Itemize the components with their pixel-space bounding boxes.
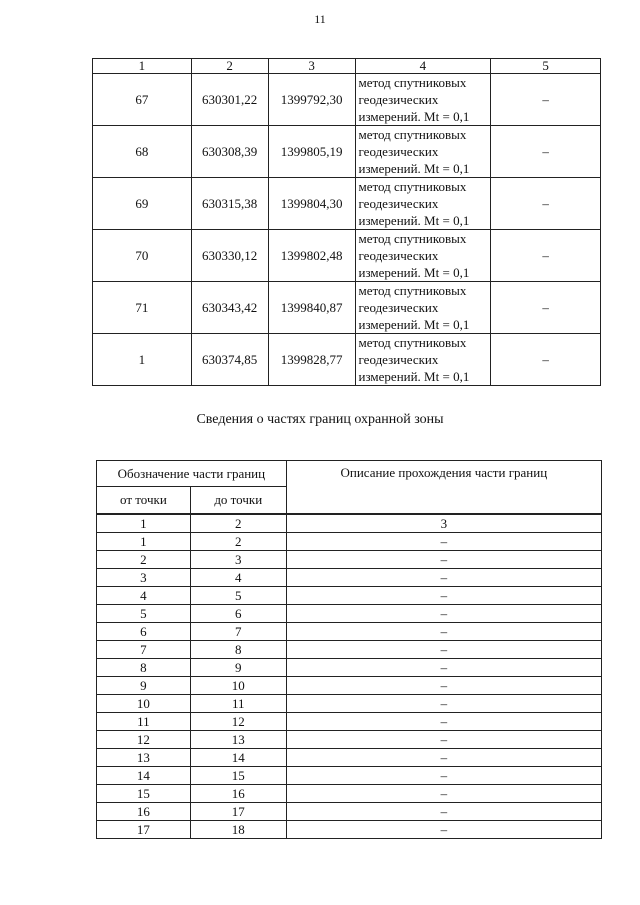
table-row [93, 74, 601, 126]
x-coordinate-cell: 630308,39 [191, 126, 268, 178]
table-row [97, 803, 602, 821]
from-point-cell: 6 [97, 623, 191, 641]
from-point-cell: 10 [97, 695, 191, 713]
method-line: геодезических [358, 352, 439, 367]
x-coordinate-cell: 630330,12 [191, 230, 268, 282]
point-cell: 67 [93, 74, 192, 126]
description-cell: – [286, 659, 601, 677]
col-number-2: 2 [190, 515, 286, 533]
method-cell [355, 126, 491, 178]
table-row [97, 605, 602, 623]
method-line: измерений. Mt = 0,1 [358, 317, 470, 332]
from-point-cell: 8 [97, 659, 191, 677]
to-point-cell: 11 [190, 695, 286, 713]
method-line: измерений. Mt = 0,1 [358, 265, 470, 280]
table-row [97, 767, 602, 785]
method-line: измерений. Mt = 0,1 [358, 369, 470, 384]
table-row [97, 677, 602, 695]
description-cell: – [286, 821, 601, 839]
table-row [97, 731, 602, 749]
header-to-point: до точки [190, 487, 286, 514]
note-cell: – [491, 74, 601, 126]
note-cell: – [491, 282, 601, 334]
description-cell: – [286, 767, 601, 785]
method-line: измерений. Mt = 0,1 [358, 109, 470, 124]
method-line: метод спутниковых [358, 231, 467, 246]
point-cell: 1 [93, 334, 192, 386]
col-number-2: 2 [191, 59, 268, 74]
to-point-cell: 10 [190, 677, 286, 695]
from-point-cell: 12 [97, 731, 191, 749]
method-cell [355, 178, 491, 230]
y-coordinate-cell: 1399802,48 [268, 230, 355, 282]
to-point-cell: 13 [190, 731, 286, 749]
from-point-cell: 7 [97, 641, 191, 659]
to-point-cell: 12 [190, 713, 286, 731]
description-cell: – [286, 569, 601, 587]
to-point-cell: 3 [190, 551, 286, 569]
parts-column-numbers-row [97, 515, 602, 533]
y-coordinate-cell: 1399804,30 [268, 178, 355, 230]
method-cell [355, 74, 491, 126]
from-point-cell: 4 [97, 587, 191, 605]
description-cell: – [286, 551, 601, 569]
section-title: Сведения о частях границ охранной зоны [196, 412, 444, 427]
from-point-cell: 13 [97, 749, 191, 767]
to-point-cell: 15 [190, 767, 286, 785]
method-line: геодезических [358, 300, 439, 315]
y-coordinate-cell: 1399792,30 [268, 74, 355, 126]
from-point-cell: 9 [97, 677, 191, 695]
to-point-cell: 9 [190, 659, 286, 677]
to-point-cell: 8 [190, 641, 286, 659]
to-point-cell: 16 [190, 785, 286, 803]
header-description: Описание прохождения части границ [286, 461, 601, 514]
note-cell: – [491, 126, 601, 178]
col-number-1: 1 [97, 515, 191, 533]
description-cell: – [286, 785, 601, 803]
y-coordinate-cell: 1399805,19 [268, 126, 355, 178]
to-point-cell: 4 [190, 569, 286, 587]
from-point-cell: 1 [97, 533, 191, 551]
method-line: измерений. Mt = 0,1 [358, 213, 470, 228]
method-line: геодезических [358, 92, 439, 107]
col-number-4: 4 [355, 59, 491, 74]
to-point-cell: 7 [190, 623, 286, 641]
description-cell: – [286, 695, 601, 713]
to-point-cell: 17 [190, 803, 286, 821]
header-from-point: от точки [97, 487, 191, 514]
table-row [97, 533, 602, 551]
point-cell: 70 [93, 230, 192, 282]
method-line: геодезических [358, 144, 439, 159]
point-cell: 71 [93, 282, 192, 334]
parts-header-row [97, 461, 602, 487]
point-cell: 68 [93, 126, 192, 178]
description-cell: – [286, 677, 601, 695]
header-boundary-designation: Обозначение части границ [97, 461, 287, 487]
description-cell: – [286, 641, 601, 659]
table-row [93, 178, 601, 230]
table-row [97, 623, 602, 641]
coordinates-header-row [93, 59, 601, 74]
table-row [97, 695, 602, 713]
method-line: метод спутниковых [358, 283, 467, 298]
description-cell: – [286, 533, 601, 551]
description-cell: – [286, 605, 601, 623]
description-cell: – [286, 623, 601, 641]
col-number-3: 3 [268, 59, 355, 74]
method-line: измерений. Mt = 0,1 [358, 161, 470, 176]
table-row [97, 713, 602, 731]
from-point-cell: 2 [97, 551, 191, 569]
to-point-cell: 5 [190, 587, 286, 605]
col-number-3: 3 [286, 515, 601, 533]
table-row [97, 821, 602, 839]
method-cell [355, 334, 491, 386]
col-number-1: 1 [93, 59, 192, 74]
method-line: метод спутниковых [358, 127, 467, 142]
table-row [97, 551, 602, 569]
table-row [93, 334, 601, 386]
x-coordinate-cell: 630315,38 [191, 178, 268, 230]
description-cell: – [286, 587, 601, 605]
method-line: метод спутниковых [358, 335, 467, 350]
table-row [93, 282, 601, 334]
y-coordinate-cell: 1399840,87 [268, 282, 355, 334]
to-point-cell: 6 [190, 605, 286, 623]
description-cell: – [286, 803, 601, 821]
to-point-cell: 14 [190, 749, 286, 767]
boundary-parts-table [96, 460, 602, 839]
coordinates-table [92, 58, 601, 386]
description-cell: – [286, 731, 601, 749]
col-number-5: 5 [491, 59, 601, 74]
from-point-cell: 5 [97, 605, 191, 623]
note-cell: – [491, 334, 601, 386]
x-coordinate-cell: 630374,85 [191, 334, 268, 386]
x-coordinate-cell: 630301,22 [191, 74, 268, 126]
y-coordinate-cell: 1399828,77 [268, 334, 355, 386]
x-coordinate-cell: 630343,42 [191, 282, 268, 334]
method-cell [355, 282, 491, 334]
method-line: геодезических [358, 248, 439, 263]
method-line: метод спутниковых [358, 179, 467, 194]
to-point-cell: 18 [190, 821, 286, 839]
note-cell: – [491, 230, 601, 282]
from-point-cell: 17 [97, 821, 191, 839]
table-row [97, 569, 602, 587]
table-row [93, 230, 601, 282]
table-row [97, 785, 602, 803]
from-point-cell: 16 [97, 803, 191, 821]
table-row [97, 749, 602, 767]
table-row [97, 587, 602, 605]
method-line: метод спутниковых [358, 75, 467, 90]
description-cell: – [286, 749, 601, 767]
page-number: 11 [314, 12, 326, 26]
point-cell: 69 [93, 178, 192, 230]
from-point-cell: 15 [97, 785, 191, 803]
from-point-cell: 14 [97, 767, 191, 785]
method-cell [355, 230, 491, 282]
table-row [93, 126, 601, 178]
table-row [97, 659, 602, 677]
to-point-cell: 2 [190, 533, 286, 551]
note-cell: – [491, 178, 601, 230]
table-row [97, 641, 602, 659]
method-line: геодезических [358, 196, 439, 211]
description-cell: – [286, 713, 601, 731]
from-point-cell: 11 [97, 713, 191, 731]
from-point-cell: 3 [97, 569, 191, 587]
